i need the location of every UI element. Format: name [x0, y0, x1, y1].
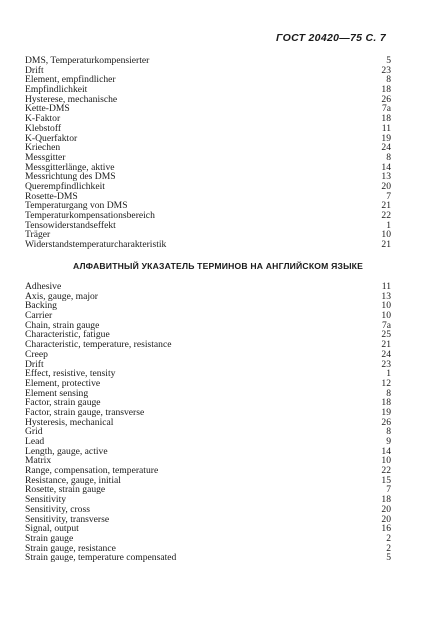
english-index-entry — [25, 340, 391, 350]
index-term: Element, empfindlicher — [25, 74, 116, 86]
index-term: Strain gauge, temperature compensated — [25, 552, 177, 564]
english-index-entry — [25, 524, 391, 534]
index-term-number: 8 — [386, 151, 391, 163]
index-term-number: 24 — [381, 348, 391, 360]
index-term-number: 7a — [381, 103, 391, 115]
german-term-index — [25, 56, 391, 250]
index-term: Sensitivity — [25, 494, 67, 506]
german-index-entry — [25, 124, 391, 134]
index-term: Messrichtung des DMS — [25, 171, 116, 183]
english-index-entry — [25, 427, 391, 437]
index-term-number: 5 — [386, 55, 391, 66]
index-term: Tensowiderstandseffekt — [25, 219, 116, 231]
index-term: Factor, strain gauge — [25, 397, 101, 409]
index-term: Chain, strain gauge — [25, 319, 100, 331]
index-term: Backing — [25, 300, 57, 312]
german-index-entry — [25, 134, 391, 144]
index-term: Element sensing — [25, 387, 89, 399]
english-index-entry — [25, 447, 391, 457]
index-term-number: 2 — [386, 542, 391, 554]
english-index-entry — [25, 301, 391, 311]
index-term: Lead — [25, 436, 45, 447]
index-term: Drift — [25, 358, 44, 370]
index-term: Querempfindlichkeit — [25, 180, 105, 192]
index-term-number: 8 — [386, 74, 391, 86]
index-term: Matrix — [25, 455, 52, 467]
index-term-number: 26 — [381, 93, 391, 105]
index-term-number: 9 — [386, 436, 391, 447]
index-term: Temperaturkompensationsbereich — [25, 210, 155, 221]
index-term-number: 10 — [381, 310, 391, 322]
index-term-number: 8 — [386, 387, 391, 399]
index-term-number: 1 — [386, 219, 391, 231]
index-term: Kriechen — [25, 142, 61, 154]
index-term: Messgitter — [25, 151, 66, 163]
index-term: Träger — [25, 229, 51, 241]
page-header: ГОСТ 20420—75 С. 7 — [276, 32, 386, 44]
index-term: Widerstandstemperaturcharakteristik — [25, 239, 167, 251]
index-term: K-Faktor — [25, 113, 61, 125]
index-term-number: 13 — [381, 171, 391, 183]
index-term: Strain gauge — [25, 532, 74, 544]
index-term-number: 21 — [381, 200, 391, 212]
index-term-number: 11 — [381, 122, 391, 134]
index-term: Creep — [25, 348, 48, 360]
english-index-heading: АЛФАВИТНЫЙ УКАЗАТЕЛЬ ТЕРМИНОВ НА АНГЛИЙСКОМ ЯЗЫКЕ — [72, 261, 364, 271]
english-index-entry — [25, 485, 391, 495]
index-term: Rosette-DMS — [25, 190, 78, 202]
index-term-number: 1 — [386, 368, 391, 380]
index-term: Grid — [25, 426, 43, 438]
index-term-number: 7a — [381, 319, 391, 331]
index-term-number: 10 — [381, 300, 391, 312]
index-term-number: 8 — [386, 426, 391, 438]
index-term-number: 10 — [381, 229, 391, 241]
index-term-number: 14 — [381, 445, 391, 457]
index-term: K-Querfaktor — [25, 132, 78, 144]
index-term-number: 15 — [381, 474, 391, 486]
index-term: Sensitivity, transverse — [25, 513, 110, 525]
english-index-entry — [25, 553, 391, 563]
index-term: Element, protective — [25, 377, 101, 389]
index-term: Axis, gauge, major — [25, 290, 99, 302]
index-term: Characteristic, fatigue — [25, 329, 110, 341]
index-term-number: 16 — [381, 523, 391, 535]
english-index-entry — [25, 515, 391, 525]
index-term-number: 23 — [381, 64, 391, 76]
index-term-number: 22 — [381, 210, 391, 221]
index-term-number: 18 — [381, 494, 391, 506]
index-term: Strain gauge, resistance — [25, 542, 116, 554]
index-term: Effect, resistive, tensity — [25, 368, 116, 380]
index-term: Temperaturgang von DMS — [25, 200, 128, 212]
index-term: Empfindlichkeit — [25, 84, 88, 96]
index-term-number: 20 — [381, 180, 391, 192]
german-index-entry — [25, 56, 391, 66]
index-term-number: 24 — [381, 142, 391, 154]
index-term: Length, gauge, active — [25, 445, 108, 457]
index-term-number: 26 — [381, 416, 391, 428]
index-term: Resistance, gauge, initial — [25, 474, 121, 486]
index-term: Messgitterlänge, aktive — [25, 161, 115, 173]
german-index-entry — [25, 114, 391, 124]
english-index-entry — [25, 418, 391, 428]
index-term: Hysterese, mechanische — [25, 93, 118, 105]
index-term-number: 19 — [381, 406, 391, 418]
german-index-entry — [25, 143, 391, 153]
german-index-entry — [25, 240, 391, 250]
index-term-number: 7 — [386, 190, 391, 202]
index-term: Sensitivity, cross — [25, 503, 90, 515]
index-term-number: 22 — [381, 465, 391, 477]
index-term: Carrier — [25, 310, 53, 322]
index-term-number: 21 — [381, 339, 391, 351]
index-term-number: 20 — [381, 503, 391, 515]
index-term: Adhesive — [25, 281, 62, 292]
index-term-number: 18 — [381, 113, 391, 125]
german-index-entry — [25, 182, 391, 192]
index-term-number: 18 — [381, 397, 391, 409]
index-term-number: 11 — [381, 281, 391, 292]
index-term-number: 10 — [381, 455, 391, 467]
index-term-number: 21 — [381, 239, 391, 251]
index-term: Drift — [25, 64, 44, 76]
index-term-number: 5 — [386, 552, 391, 564]
index-term: DMS, Temperaturkompensierter — [25, 55, 150, 66]
index-term-number: 2 — [386, 532, 391, 544]
index-term: Rosette, strain gauge — [25, 484, 106, 496]
index-term-number: 18 — [381, 84, 391, 96]
index-term: Kette-DMS — [25, 103, 70, 115]
index-term: Characteristic, temperature, resistance — [25, 339, 172, 351]
index-term: Range, compensation, temperature — [25, 465, 159, 477]
index-term-number: 25 — [381, 329, 391, 341]
english-index-entry — [25, 350, 391, 360]
index-term-number: 14 — [381, 161, 391, 173]
german-index-entry — [25, 221, 391, 231]
index-term: Factor, strain gauge, transverse — [25, 406, 145, 418]
index-term-number: 12 — [381, 377, 391, 389]
index-term: Hysteresis, mechanical — [25, 416, 114, 428]
german-index-entry — [25, 95, 391, 105]
index-term-number: 13 — [381, 290, 391, 302]
index-term-number: 7 — [386, 484, 391, 496]
index-term: Signal, output — [25, 523, 79, 535]
english-index-entry — [25, 292, 391, 302]
index-term-number: 20 — [381, 513, 391, 525]
english-term-index — [25, 282, 391, 563]
german-index-entry — [25, 104, 391, 114]
index-term-number: 19 — [381, 132, 391, 144]
index-term-number: 23 — [381, 358, 391, 370]
index-term: Klebstoff — [25, 122, 62, 134]
